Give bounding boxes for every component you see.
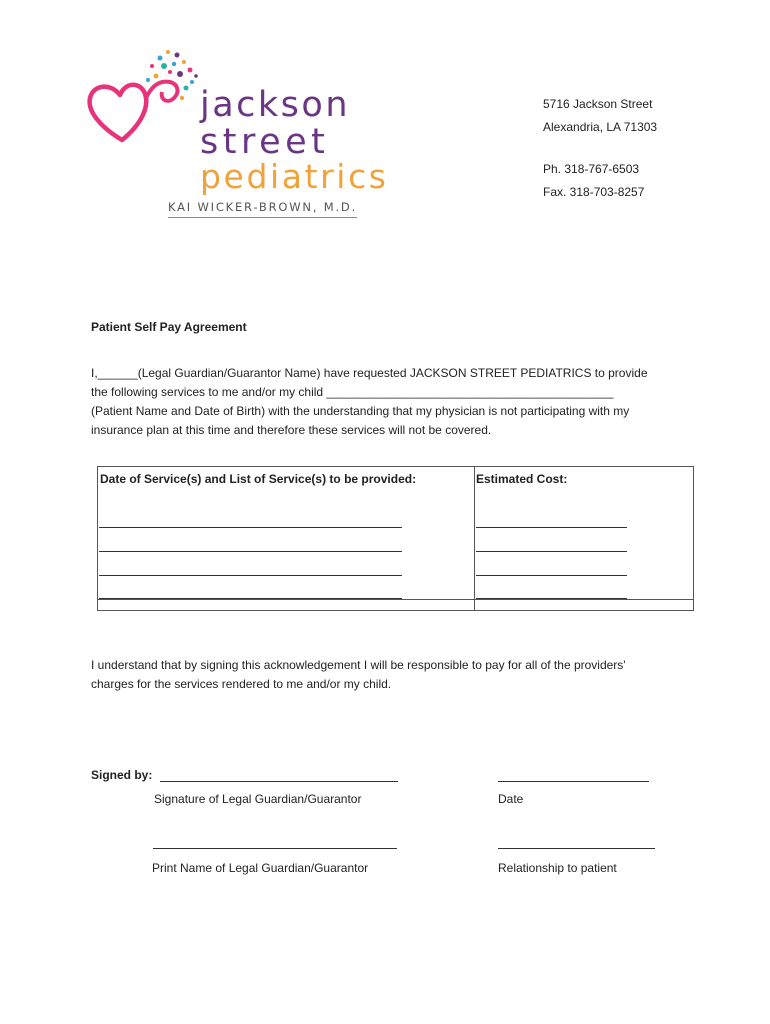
- acknowledgement-line: charges for the services rendered to me and/or my child.: [91, 677, 392, 691]
- logo-text-pediatrics: pediatrics: [200, 157, 389, 196]
- service-entry-line[interactable]: [99, 551, 402, 552]
- document-title: Patient Self Pay Agreement: [91, 320, 247, 334]
- table-column-divider: [474, 467, 475, 610]
- service-entry-line[interactable]: [99, 575, 402, 576]
- logo-text-jackson: jackson: [200, 85, 351, 125]
- intro-line: the following services to me and/or my child ___________________________________________: [91, 385, 614, 399]
- table-header-cost: Estimated Cost:: [476, 472, 568, 486]
- cost-entry-line[interactable]: [476, 551, 627, 552]
- address-block: [543, 93, 657, 204]
- date-line[interactable]: [498, 781, 649, 782]
- services-table: [97, 466, 694, 611]
- logo-text-street: street: [200, 122, 330, 162]
- practice-logo: [82, 40, 389, 220]
- table-row-divider: [98, 599, 693, 600]
- table-header-services: Date of Service(s) and List of Service(s) to be provided:: [100, 472, 417, 486]
- address-city: Alexandria, LA 71303: [543, 120, 658, 134]
- relationship-label: Relationship to patient: [498, 861, 617, 875]
- relationship-line[interactable]: [498, 848, 655, 849]
- logo-text-doctor: KAI WICKER-BROWN, M.D.: [168, 202, 357, 218]
- print-name-line[interactable]: [153, 848, 397, 849]
- cost-entry-line[interactable]: [476, 527, 627, 528]
- cost-entry-line[interactable]: [476, 598, 627, 599]
- guardian-signature-label: Signature of Legal Guardian/Guarantor: [154, 792, 362, 806]
- date-label: Date: [498, 792, 524, 806]
- intro-line: I,______(Legal Guardian/Guarantor Name) have requested JACKSON STREET PEDIATRICS to provide: [91, 366, 648, 380]
- address-street: 5716 Jackson Street: [543, 97, 653, 111]
- print-name-label: Print Name of Legal Guardian/Guarantor: [152, 861, 369, 875]
- guardian-signature-line[interactable]: [160, 781, 398, 782]
- intro-line: (Patient Name and Date of Birth) with the understanding that my physician is not participating with my: [91, 404, 630, 418]
- heart-stethoscope-icon: [82, 40, 212, 210]
- service-entry-line[interactable]: [99, 527, 402, 528]
- signed-by-label: Signed by:: [91, 768, 153, 782]
- intro-paragraph: [91, 364, 691, 440]
- service-entry-line[interactable]: [99, 598, 402, 599]
- address-phone: Ph. 318-767-6503: [543, 162, 640, 176]
- address-fax: Fax. 318-703-8257: [543, 185, 645, 199]
- intro-line: insurance plan at this time and therefore these services will not be covered.: [91, 423, 492, 437]
- acknowledgement-paragraph: [91, 656, 691, 694]
- cost-entry-line[interactable]: [476, 575, 627, 576]
- acknowledgement-line: I understand that by signing this acknowledgement I will be responsible to pay for all of the providers': [91, 658, 626, 672]
